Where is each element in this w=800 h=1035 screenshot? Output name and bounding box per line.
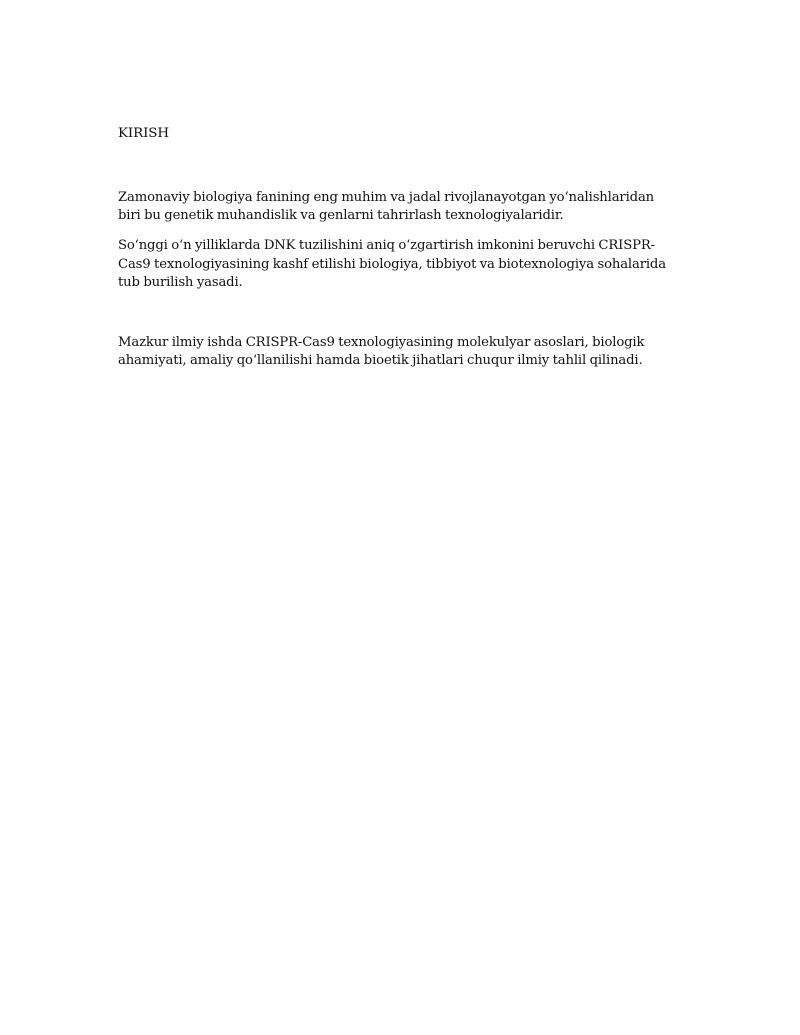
paragraph-intro: Zamonaviy biologiya fanining eng muhim va jadal rivojlanayotgan yo‘nalishlaridan biri bu genetik muhandislik va genlarni tahrirlash texnologiyalaridir. [118, 190, 655, 224]
document-body [118, 125, 673, 370]
paragraph-crispr-discovery: So‘nggi o‘n yilliklarda DNK tuzilishini aniq o‘zgartirish imkonini beruvchi CRISPR-Cas9 texnologiyasining kashf etilishi biologiya, tibbiyot va biotexnologiya sohalarida tub burilish yasadi. [118, 238, 666, 290]
section-heading: KIRISH [118, 126, 169, 141]
paragraph-study-aim: Mazkur ilmiy ishda CRISPR-Cas9 texnologiyasining molekulyar asoslari, biologik ahamiyati, amaliy qo‘llanilishi hamda bioetik jihatlari chuqur ilmiy tahlil qilinadi. [118, 335, 645, 369]
